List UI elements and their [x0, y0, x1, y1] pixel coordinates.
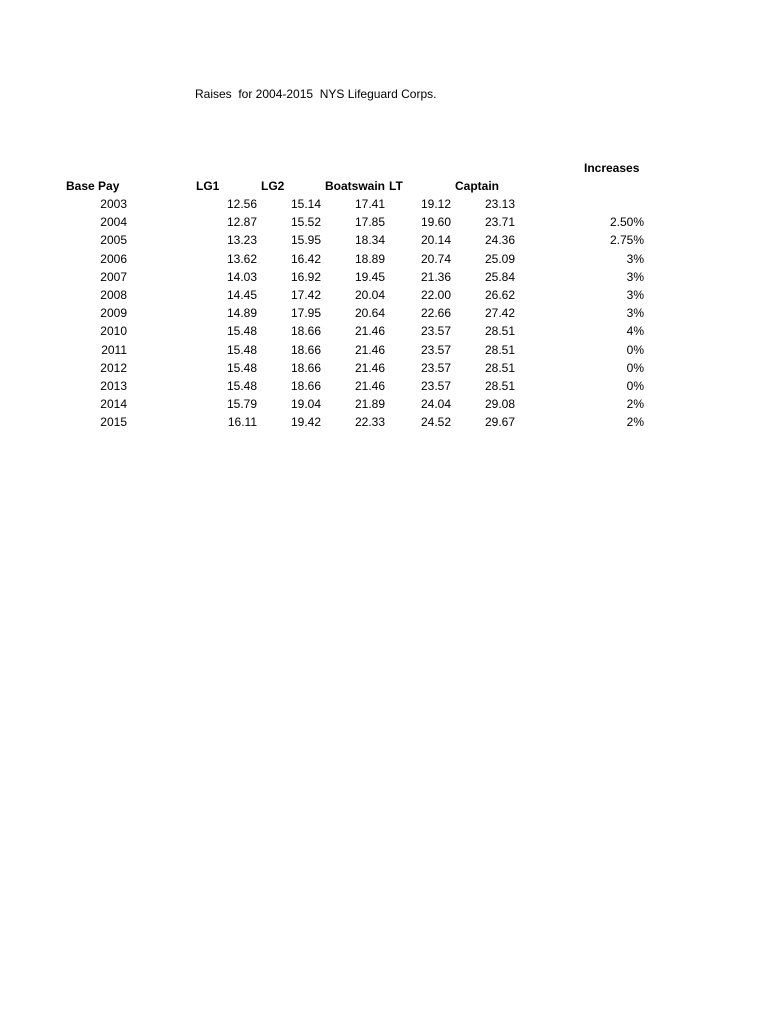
cell-captain: 28.51	[484, 342, 515, 357]
cell-lg2: 16.42	[290, 251, 321, 266]
cell-captain: 27.42	[484, 306, 515, 321]
cell-increase: 2.75%	[609, 233, 644, 248]
table-row	[0, 397, 768, 415]
cell-lg2: 19.42	[290, 415, 321, 430]
cell-year: 2008	[100, 287, 127, 302]
table-row	[0, 288, 768, 306]
cell-lg1: 13.62	[226, 251, 257, 266]
cell-lt: 22.66	[420, 306, 451, 321]
cell-lg1: 14.45	[226, 287, 257, 302]
cell-year: 2004	[100, 215, 127, 230]
table-row	[0, 379, 768, 397]
cell-year: 2011	[101, 342, 127, 357]
table-row	[0, 306, 768, 324]
cell-captain: 23.13	[484, 197, 515, 211]
header-lg1: LG1	[196, 179, 220, 193]
table-row	[0, 233, 768, 251]
table-row	[0, 324, 768, 342]
table-row	[0, 215, 768, 233]
cell-boatswain: 21.46	[354, 378, 385, 393]
cell-lg2: 15.14	[290, 197, 321, 211]
cell-lg2: 18.66	[290, 342, 321, 357]
cell-captain: 23.71	[484, 215, 515, 230]
cell-lg1: 15.48	[226, 378, 257, 393]
cell-increase: 2%	[626, 397, 644, 412]
cell-year: 2010	[100, 324, 127, 339]
cell-lg2: 17.95	[290, 306, 321, 321]
cell-boatswain: 22.33	[354, 415, 385, 430]
cell-lg2: 18.66	[290, 378, 321, 393]
cell-year: 2006	[100, 251, 127, 266]
cell-increase: 3%	[626, 269, 644, 284]
cell-increase: 4%	[626, 324, 644, 339]
cell-boatswain: 17.85	[354, 215, 385, 230]
pay-table-body	[0, 197, 768, 433]
cell-year: 2007	[100, 269, 127, 284]
cell-increase: 0%	[626, 378, 644, 393]
cell-year: 2014	[100, 397, 127, 412]
cell-boatswain: 21.46	[354, 324, 385, 339]
cell-lg2: 18.66	[290, 324, 321, 339]
cell-lg1: 15.48	[226, 324, 257, 339]
cell-lg1: 15.48	[226, 342, 257, 357]
cell-increase: 3%	[626, 287, 644, 302]
cell-lt: 19.60	[420, 215, 451, 230]
cell-captain: 28.51	[484, 324, 515, 339]
cell-lg1: 15.48	[226, 360, 257, 375]
cell-lt: 19.12	[420, 197, 451, 211]
cell-year: 2009	[100, 306, 127, 321]
cell-lg1: 14.03	[226, 269, 257, 284]
cell-boatswain: 21.89	[354, 397, 385, 412]
cell-lg1: 15.79	[226, 397, 257, 412]
cell-boatswain: 21.46	[354, 342, 385, 357]
cell-lt: 21.36	[420, 269, 451, 284]
cell-lt: 20.14	[420, 233, 451, 248]
cell-lt: 23.57	[420, 324, 451, 339]
cell-lg2: 15.95	[290, 233, 321, 248]
cell-lg2: 19.04	[290, 397, 321, 412]
cell-lg1: 16.11	[227, 415, 257, 430]
cell-captain: 29.67	[484, 415, 515, 430]
cell-year: 2012	[100, 360, 127, 375]
cell-lg2: 17.42	[290, 287, 321, 302]
cell-boatswain: 21.46	[354, 360, 385, 375]
cell-lg1: 12.56	[226, 197, 257, 211]
cell-year: 2003	[100, 197, 127, 211]
table-row	[0, 270, 768, 288]
cell-boatswain: 18.34	[354, 233, 385, 248]
table-row	[0, 361, 768, 379]
header-boatswain: Boatswain	[325, 179, 386, 193]
increases-column-label: Increases	[584, 161, 640, 175]
cell-boatswain: 17.41	[354, 197, 385, 211]
table-row	[0, 197, 768, 215]
table-row	[0, 252, 768, 270]
cell-increase: 2.50%	[609, 215, 644, 230]
cell-lt: 20.74	[420, 251, 451, 266]
cell-increase: 3%	[626, 251, 644, 266]
cell-lt: 24.04	[420, 397, 451, 412]
cell-captain: 24.36	[484, 233, 515, 248]
header-lg2: LG2	[261, 179, 285, 193]
cell-increase: 2%	[626, 415, 644, 430]
cell-lt: 23.57	[420, 342, 451, 357]
cell-captain: 26.62	[484, 287, 515, 302]
cell-captain: 28.51	[484, 360, 515, 375]
cell-boatswain: 20.04	[354, 287, 385, 302]
table-row	[0, 343, 768, 361]
cell-lg2: 18.66	[290, 360, 321, 375]
cell-year: 2013	[100, 378, 127, 393]
page-title: Raises for 2004-2015 NYS Lifeguard Corps.	[195, 87, 437, 101]
header-base-pay: Base Pay	[66, 179, 120, 193]
cell-captain: 25.09	[484, 251, 515, 266]
cell-captain: 29.08	[484, 397, 515, 412]
cell-lt: 22.00	[420, 287, 451, 302]
cell-boatswain: 18.89	[354, 251, 385, 266]
cell-boatswain: 19.45	[354, 269, 385, 284]
header-lt: LT	[389, 179, 403, 193]
cell-year: 2015	[100, 415, 127, 430]
cell-boatswain: 20.64	[354, 306, 385, 321]
cell-lg1: 14.89	[226, 306, 257, 321]
cell-year: 2005	[100, 233, 127, 248]
header-captain: Captain	[455, 179, 500, 193]
cell-increase: 3%	[626, 306, 644, 321]
cell-lt: 23.57	[420, 378, 451, 393]
cell-lg1: 12.87	[226, 215, 257, 230]
cell-lg2: 15.52	[290, 215, 321, 230]
cell-captain: 25.84	[484, 269, 515, 284]
cell-lg1: 13.23	[226, 233, 257, 248]
cell-lg2: 16.92	[290, 269, 321, 284]
cell-lt: 23.57	[420, 360, 451, 375]
cell-captain: 28.51	[484, 378, 515, 393]
cell-increase: 0%	[626, 342, 644, 357]
cell-lt: 24.52	[420, 415, 451, 430]
cell-increase: 0%	[626, 360, 644, 375]
table-row	[0, 415, 768, 433]
